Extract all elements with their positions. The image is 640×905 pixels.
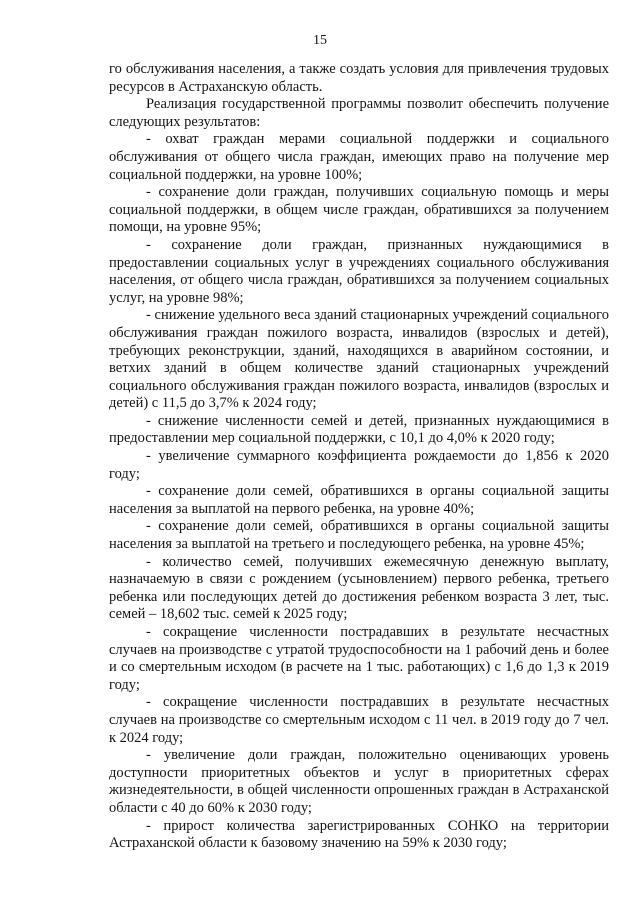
result-item-families-in-need: - снижение численности семей и детей, признанных нуждающимися в предоставлении мер социальной поддержки, с 10,1 до 4,0% к 2020 году; [109, 412, 609, 447]
result-item-birth-rate: - увеличение суммарного коэффициента рождаемости до 1,856 к 2020 году; [109, 448, 609, 482]
result-item-third-child-payment: - сохранение доли семей, обратившихся в органы социальной защиты населения за выплатой на третьего и последующего ребенка, на уровне 45%; [109, 518, 609, 553]
paragraph-continuation: го обслуживания населения, а также создать условия для привлечения трудовых ресурсов в Астраханскую область. [109, 61, 609, 95]
result-item-social-aid: - сохранение доли граждан, получивших социальную помощь и меры социальной поддержки, в общем числе граждан, обратившихся за получением помощи, на уровне 95%; [109, 184, 609, 236]
document-body [109, 61, 609, 853]
result-item-sonko: - прирост количества зарегистрированных СОНКО на территории Астраханской области к базовому значению на 59% к 2030 году; [109, 817, 609, 852]
page-number: 15 [313, 33, 327, 48]
result-item-social-services: - сохранение доли граждан, признанных нуждающимися в предоставлении социальных услуг в учреждениях социального обслуживания населения, от общего числа граждан, обратившихся за получением социальных услуг, на уровне 98%; [109, 236, 609, 306]
result-item-buildings: - снижение удельного веса зданий стационарных учреждений социального обслуживания граждан пожилого возраста, инвалидов (взрослых и детей), требующих реконструкции, зданий, находящихся в аварийном состоянии, и ветхих зданий в общем количестве зданий стационарных учреждений социального обслуживания граждан пожилого возраста, инвалидов (взрослых и детей) с 11,5 до 3,7% к 2024 году; [109, 307, 609, 412]
result-item-workplace-fatalities: - сокращение численности пострадавших в результате несчастных случаев на производстве со смертельным исходом с 11 чел. в 2019 году до 7 чел. к 2024 году; [109, 694, 609, 746]
result-item-workplace-injuries: - сокращение численности пострадавших в результате несчастных случаев на производстве с утратой трудоспособности на 1 рабочий день и более и со смертельным исходом (в расчете на 1 тыс. работающих) с 1,6 до 1,3 к 2019 году; [109, 624, 609, 693]
result-item-first-child-payment: - сохранение доли семей, обратившихся в органы социальной защиты населения за выплатой на первого ребенка, на уровне 40%; [109, 483, 609, 517]
result-item-monthly-payment: - количество семей, получивших ежемесячную денежную выплату, назначаемую в связи с рождением (усыновлением) первого ребенка, третьего ребенка или последующих детей до достижения ребенком возраста 3 лет, тыс. семей – 18,602 тыс. семей к 2025 году; [109, 553, 609, 623]
paragraph-intro: Реализация государственной программы позволит обеспечить получение следующих результатов: [109, 96, 609, 130]
result-item-accessibility: - увеличение доли граждан, положительно оценивающих уровень доступности приоритетных объектов и услуг в приоритетных сферах жизнедеятельности, в общей численности опрошенных граждан в Астраханской области с 40 до 60% к 2030 году; [109, 747, 609, 816]
result-item-coverage: - охват граждан мерами социальной поддержки и социального обслуживания от общего числа граждан, имеющих право на получение мер социальной поддержки, на уровне 100%; [109, 131, 609, 183]
